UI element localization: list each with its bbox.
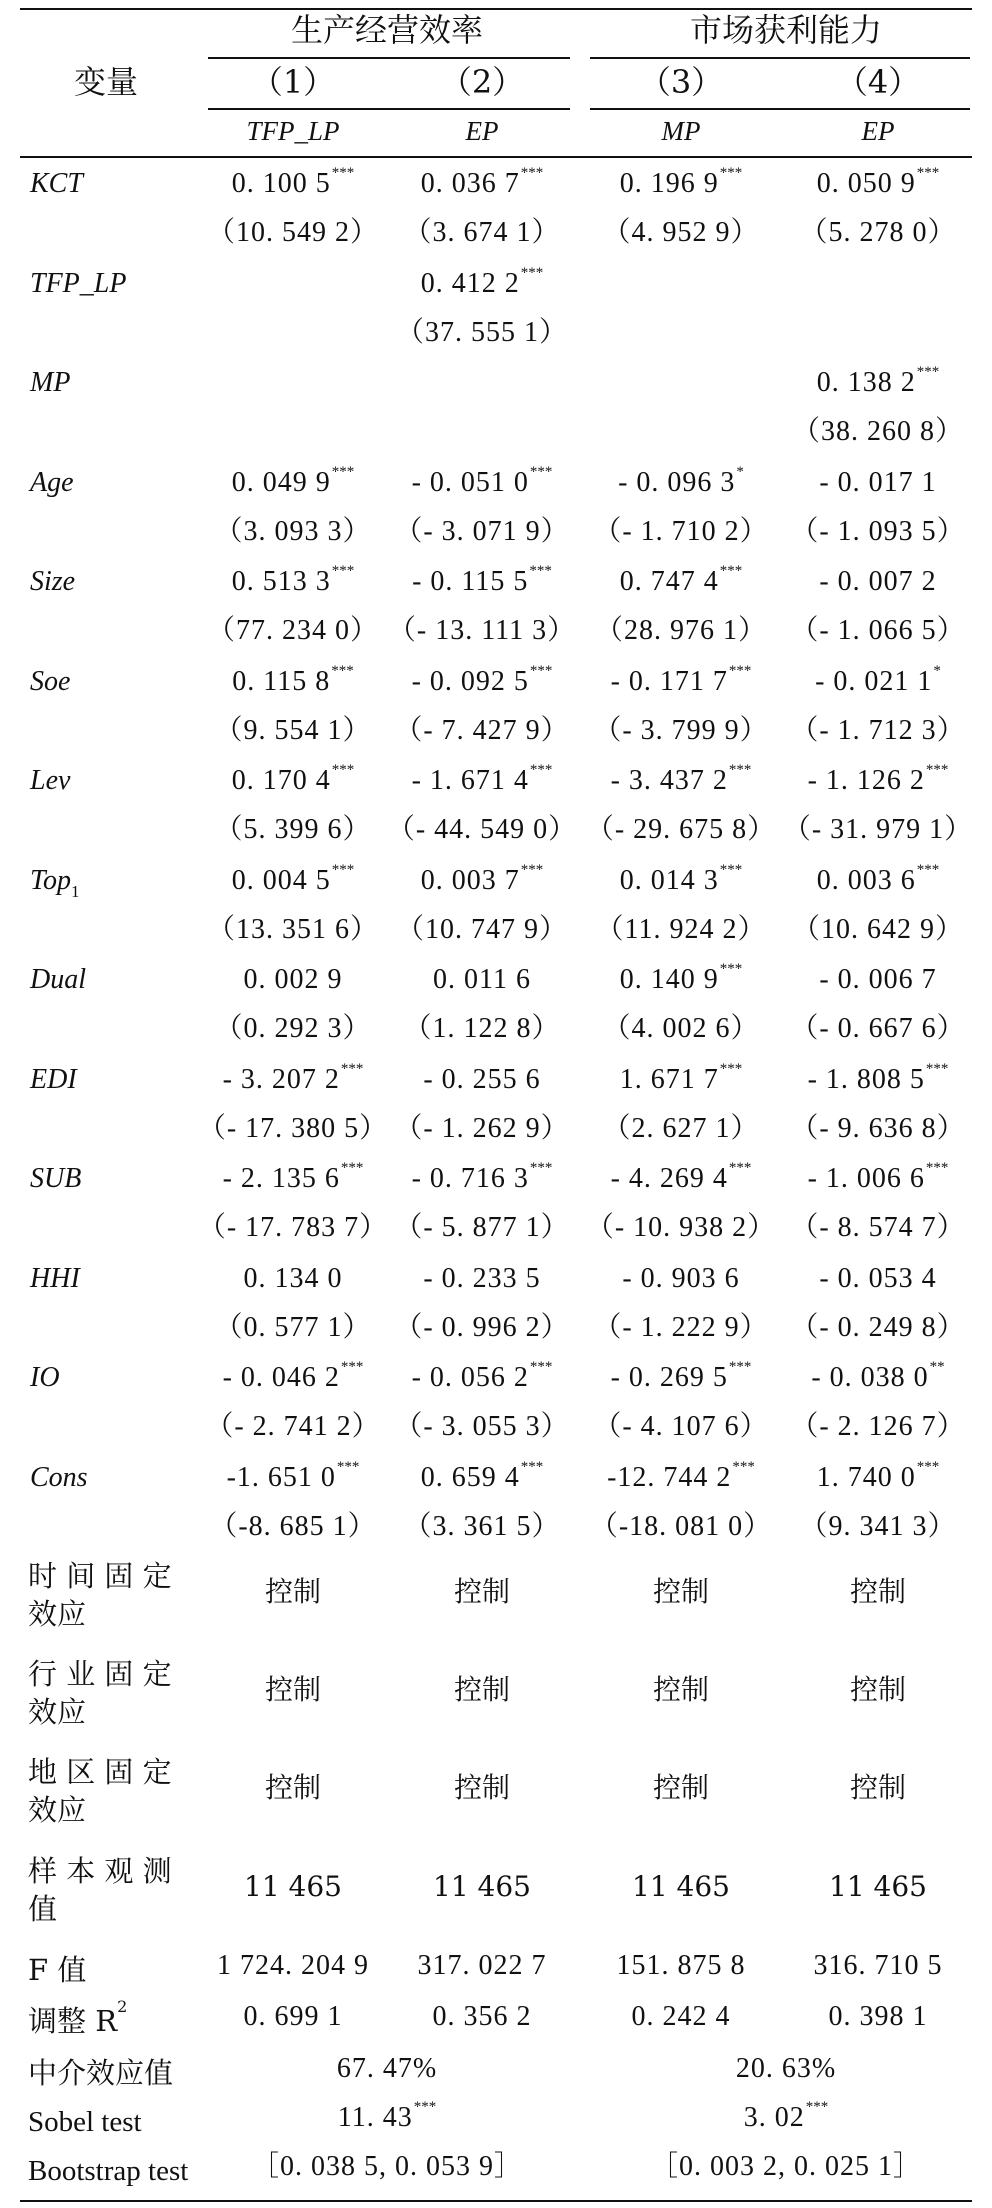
t-statistic-value: （- 10. 938 2） xyxy=(585,1212,777,1243)
significance-stars: * xyxy=(736,463,744,480)
column-dependent-variable: MP xyxy=(661,116,701,146)
row-label-io: IO xyxy=(30,1362,60,1393)
coefficient-value: 0. 140 9*** xyxy=(619,961,743,995)
t-statistic-value: （- 17. 380 5） xyxy=(197,1112,389,1144)
row-label-tfp_lp: TFP_LP xyxy=(30,267,127,299)
significance-stars: *** xyxy=(719,961,743,977)
t-statistic-value: （28. 976 1） xyxy=(594,615,768,646)
control-value: 控制 xyxy=(652,1771,710,1804)
significance-stars: *** xyxy=(331,662,354,679)
t-statistic-value: （0. 577 1） xyxy=(214,1311,372,1343)
t-statistic-value: （- 1. 262 9） xyxy=(394,1112,570,1144)
t-statistic-value: （- 2. 126 7） xyxy=(790,1411,966,1442)
significance-stars: *** xyxy=(925,1060,949,1077)
coefficient-value: - 0. 171 7*** xyxy=(610,662,752,697)
row-label-cons: Cons xyxy=(30,1461,88,1493)
row-label-hhi: HHI xyxy=(30,1262,80,1294)
t-statistic-value: （37. 555 1） xyxy=(395,316,569,348)
coefficient-value: 0. 036 7*** xyxy=(420,165,544,199)
column-number: （1） xyxy=(250,63,336,101)
significance-stars: *** xyxy=(916,861,940,878)
control-value: 控制 xyxy=(652,1575,710,1608)
coefficient-value: - 0. 092 5*** xyxy=(411,662,553,697)
coefficient-value: 0. 004 5*** xyxy=(231,861,355,896)
significance-stars: ** xyxy=(929,1359,945,1375)
control-row-label-line: 地 区 固 定 xyxy=(28,1755,172,1789)
t-statistic-value: （- 9. 636 8） xyxy=(790,1112,966,1144)
control-row-label-line: 效应 xyxy=(28,1792,87,1827)
t-statistic-value: （- 44. 549 0） xyxy=(386,814,578,845)
control-row-label xyxy=(28,1656,172,1731)
coefficient-value: 0. 049 9*** xyxy=(231,463,355,498)
row-label-size: Size xyxy=(30,566,76,597)
significance-stars: *** xyxy=(805,2099,829,2115)
coefficient-value: - 0. 233 5 xyxy=(423,1262,541,1294)
significance-stars: *** xyxy=(529,1160,553,1176)
significance-stars: *** xyxy=(728,762,752,778)
significance-stars: *** xyxy=(728,1160,752,1176)
coefficient-value: - 0. 903 6 xyxy=(622,1262,740,1294)
coefficient-value: - 1. 808 5*** xyxy=(807,1060,949,1095)
significance-stars: *** xyxy=(916,1458,940,1475)
top-rule xyxy=(20,8,972,10)
control-value: 11 465 xyxy=(244,1870,342,1903)
significance-stars: *** xyxy=(520,1458,544,1475)
control-row-label xyxy=(28,1558,172,1633)
column-dependent-variable: EP xyxy=(861,116,895,146)
control-row-label xyxy=(28,1853,172,1928)
header-bottom-rule xyxy=(20,156,972,158)
coefficient-value: - 0. 096 3* xyxy=(618,463,744,498)
significance-stars: *** xyxy=(340,1359,364,1375)
coefficient-value: 0. 014 3*** xyxy=(619,861,743,896)
group-header-production-efficiency: 生产经营效率 xyxy=(290,11,484,49)
t-statistic-value: （3. 361 5） xyxy=(403,1510,561,1542)
row-label-mp: MP xyxy=(30,367,71,398)
significance-stars: *** xyxy=(916,364,940,380)
group2-sub-underline xyxy=(590,108,970,110)
significance-stars: *** xyxy=(331,762,355,778)
t-statistic-value: （- 31. 979 1） xyxy=(782,814,974,845)
significance-stars: *** xyxy=(520,861,544,878)
control-value: 控制 xyxy=(264,1673,322,1706)
control-value: 11 465 xyxy=(433,1870,531,1903)
row-label-age: Age xyxy=(30,466,74,498)
coefficient-value: 0. 003 7*** xyxy=(420,861,544,896)
t-statistic-value: （- 3. 799 9） xyxy=(593,714,769,746)
coefficient-value: - 4. 269 4*** xyxy=(610,1160,752,1194)
significance-stars: *** xyxy=(719,1060,743,1077)
bootstrap-interval: ［0. 003 2, 0. 025 1］ xyxy=(649,2151,923,2182)
significance-stars: * xyxy=(933,662,941,679)
coefficient-value: - 0. 053 4 xyxy=(819,1262,937,1294)
t-statistic-value: （38. 260 8） xyxy=(791,416,965,447)
significance-stars: *** xyxy=(520,165,544,181)
t-statistic-value: （- 1. 222 9） xyxy=(593,1311,769,1343)
control-value: 控制 xyxy=(264,1575,322,1608)
control-value: 11 465 xyxy=(632,1870,730,1903)
t-statistic-value: （- 1. 093 5） xyxy=(790,515,966,547)
t-statistic-value: （- 29. 675 8） xyxy=(585,814,777,845)
coefficient-value: - 1. 671 4*** xyxy=(411,762,553,796)
adjusted-r2-value: 0. 699 1 xyxy=(243,2001,343,2032)
coefficient-value: - 0. 056 2*** xyxy=(411,1359,553,1393)
column-number: （2） xyxy=(439,63,525,101)
column-dependent-variable: TFP_LP xyxy=(246,116,340,146)
significance-stars: *** xyxy=(331,463,355,480)
mediation-effect-value: 20. 63% xyxy=(735,2053,837,2084)
significance-stars: *** xyxy=(916,165,940,181)
control-value: 控制 xyxy=(652,1673,710,1706)
group1-underline xyxy=(208,57,570,59)
adjusted-r2-value: 0. 356 2 xyxy=(432,2001,532,2032)
coefficient-value: - 3. 437 2*** xyxy=(610,762,752,796)
t-statistic-value: （- 2. 741 2） xyxy=(205,1411,381,1442)
adjusted-r2-label: 调整 $R^2$ xyxy=(28,1997,128,2038)
coefficient-value: 1. 740 0*** xyxy=(816,1458,940,1493)
control-row-label xyxy=(28,1754,172,1829)
t-statistic-value: （- 1. 712 3） xyxy=(790,714,966,746)
coefficient-value: - 0. 051 0*** xyxy=(411,463,553,498)
coefficient-value: - 0. 255 6 xyxy=(423,1063,541,1095)
significance-stars: *** xyxy=(925,762,949,778)
significance-stars: *** xyxy=(732,1458,755,1475)
coefficient-value: 0. 100 5*** xyxy=(231,165,355,199)
t-statistic-value: （-8. 685 1） xyxy=(209,1510,377,1542)
column-number: （4） xyxy=(835,63,921,101)
coefficient-value: 0. 513 3*** xyxy=(231,563,355,597)
coefficient-value: - 0. 115 5*** xyxy=(412,563,552,597)
coefficient-value: - 2. 135 6*** xyxy=(222,1160,364,1194)
coefficient-value: -1. 651 0*** xyxy=(226,1458,360,1493)
significance-stars: *** xyxy=(529,1359,553,1375)
row-label-sub: SUB xyxy=(30,1163,82,1194)
t-statistic-value: （13. 351 6） xyxy=(206,913,380,945)
coefficient-value: 0. 011 6 xyxy=(433,964,531,995)
coefficient-value: - 0. 046 2*** xyxy=(222,1359,364,1393)
coefficient-value: - 1. 006 6*** xyxy=(807,1160,949,1194)
f-value: 1 724. 204 9 xyxy=(217,1950,369,1981)
coefficient-value: 0. 659 4*** xyxy=(420,1458,544,1493)
t-statistic-value: （- 0. 996 2） xyxy=(394,1311,570,1343)
column-number: （3） xyxy=(638,63,724,101)
control-value: 控制 xyxy=(849,1771,907,1804)
bottom-rule xyxy=(20,2200,972,2202)
bootstrap-interval: ［0. 038 5, 0. 053 9］ xyxy=(250,2151,524,2182)
t-statistic-value: （4. 952 9） xyxy=(602,217,760,248)
t-statistic-value: （- 3. 055 3） xyxy=(394,1411,570,1442)
coefficient-value: - 0. 006 7 xyxy=(819,964,937,995)
row-label-soe: Soe xyxy=(30,665,71,697)
t-statistic-value: （- 3. 071 9） xyxy=(394,515,570,547)
coefficient-value: 0. 747 4*** xyxy=(619,563,743,597)
coefficient-value: 0. 003 6*** xyxy=(816,861,940,896)
f-value: 317. 022 7 xyxy=(417,1950,547,1981)
control-row-label-line: 效应 xyxy=(28,1694,87,1729)
control-value: 控制 xyxy=(453,1771,511,1804)
row-label-kct: KCT xyxy=(30,168,83,199)
significance-stars: *** xyxy=(331,563,355,579)
t-statistic-value: （-18. 081 0） xyxy=(589,1510,773,1542)
t-statistic-value: （9. 341 3） xyxy=(799,1510,957,1542)
coefficient-value: 0. 115 8*** xyxy=(232,662,354,697)
t-statistic-value: （10. 747 9） xyxy=(395,913,569,945)
t-statistic-value: （3. 093 3） xyxy=(214,515,372,547)
row-label-dual: Dual xyxy=(30,964,86,995)
significance-stars: *** xyxy=(529,563,552,579)
significance-stars: *** xyxy=(719,861,743,878)
mediation-effect-value: 67. 47% xyxy=(336,2053,438,2084)
significance-stars: *** xyxy=(529,463,553,480)
f-value-label: F 值 xyxy=(28,1953,87,1987)
column-dependent-variable: EP xyxy=(465,116,499,146)
coefficient-value: 0. 196 9*** xyxy=(619,165,743,199)
coefficient-value: 1. 671 7*** xyxy=(619,1060,743,1095)
significance-stars: *** xyxy=(336,1458,360,1475)
control-value: 控制 xyxy=(849,1673,907,1706)
t-statistic-value: （- 5. 877 1） xyxy=(394,1212,570,1243)
t-statistic-value: （10. 549 2） xyxy=(206,217,380,248)
row-label-top: Top$_1$ xyxy=(30,864,80,902)
row-label-subscript: 1 xyxy=(71,882,80,902)
control-value: 控制 xyxy=(264,1771,322,1804)
control-row-label-line: 效应 xyxy=(28,1596,87,1631)
coefficient-value: -12. 744 2*** xyxy=(607,1458,755,1493)
sobel-test-value: 3. 02*** xyxy=(743,2099,829,2133)
t-statistic-value: （0. 292 3） xyxy=(214,1013,372,1044)
coefficient-value: 0. 002 9 xyxy=(243,964,343,995)
significance-stars: *** xyxy=(719,563,743,579)
t-statistic-value: （- 7. 427 9） xyxy=(394,714,570,746)
adjusted-r2-value: 0. 398 1 xyxy=(828,2001,928,2032)
coefficient-value: 0. 412 2*** xyxy=(420,264,544,299)
t-statistic-value: （4. 002 6） xyxy=(602,1013,760,1044)
significance-stars: *** xyxy=(728,1359,752,1375)
significance-stars: *** xyxy=(719,165,743,181)
coefficient-value: - 0. 269 5*** xyxy=(610,1359,752,1393)
group2-underline xyxy=(590,57,970,59)
t-statistic-value: （- 17. 783 7） xyxy=(197,1212,389,1243)
r2-superscript: 2 xyxy=(117,1997,128,2016)
coefficient-value: - 0. 038 0** xyxy=(811,1359,945,1393)
f-value: 316. 710 5 xyxy=(813,1950,943,1981)
bootstrap-test-label: Bootstrap test xyxy=(28,2155,189,2187)
t-statistic-value: （9. 554 1） xyxy=(214,714,372,746)
significance-stars: *** xyxy=(331,165,355,181)
significance-stars: *** xyxy=(340,1060,364,1077)
significance-stars: *** xyxy=(413,2099,437,2115)
coefficient-value: 0. 134 0 xyxy=(243,1262,343,1294)
coefficient-value: - 0. 021 1* xyxy=(815,662,941,697)
significance-stars: *** xyxy=(331,861,355,878)
coefficient-value: 0. 138 2*** xyxy=(816,364,940,398)
coefficient-value: - 3. 207 2*** xyxy=(222,1060,364,1095)
coefficient-value: - 1. 126 2*** xyxy=(807,762,949,796)
control-value: 11 465 xyxy=(829,1870,927,1903)
t-statistic-value: （- 1. 066 5） xyxy=(790,615,966,646)
control-row-label-line: 行 业 固 定 xyxy=(28,1657,172,1691)
coefficient-value: - 0. 716 3*** xyxy=(411,1160,553,1194)
f-value: 151. 875 8 xyxy=(616,1950,746,1981)
group-header-market-profitability: 市场获利能力 xyxy=(689,11,883,49)
coefficient-value: 0. 170 4*** xyxy=(231,762,355,796)
variable-header: 变量 xyxy=(73,63,139,101)
significance-stars: *** xyxy=(520,264,544,281)
t-statistic-value: （- 0. 249 8） xyxy=(790,1311,966,1343)
t-statistic-value: （3. 674 1） xyxy=(403,217,561,248)
t-statistic-value: （- 8. 574 7） xyxy=(790,1212,966,1243)
t-statistic-value: （5. 278 0） xyxy=(799,217,957,248)
significance-stars: *** xyxy=(925,1160,949,1176)
row-label-edi: EDI xyxy=(30,1063,77,1095)
t-statistic-value: （- 13. 111 3） xyxy=(387,615,577,646)
control-value: 控制 xyxy=(849,1575,907,1608)
significance-stars: *** xyxy=(529,762,553,778)
t-statistic-value: （- 4. 107 6） xyxy=(593,1411,769,1442)
control-row-label-line: 值 xyxy=(28,1891,58,1926)
t-statistic-value: （10. 642 9） xyxy=(791,913,965,945)
control-row-label-line: 时 间 固 定 xyxy=(28,1559,172,1593)
t-statistic-value: （2. 627 1） xyxy=(602,1112,760,1144)
mediation-effect-label: 中介效应值 xyxy=(28,2056,174,2090)
coefficient-value: 0. 050 9*** xyxy=(816,165,940,199)
row-label-lev: Lev xyxy=(30,765,71,796)
control-value: 控制 xyxy=(453,1673,511,1706)
sobel-test-label: Sobel test xyxy=(28,2106,142,2138)
coefficient-value: - 0. 017 1 xyxy=(819,466,937,498)
t-statistic-value: （- 0. 667 6） xyxy=(790,1013,966,1044)
t-statistic-value: （1. 122 8） xyxy=(403,1013,561,1044)
control-row-label-line: 样 本 观 测 xyxy=(28,1854,172,1888)
t-statistic-value: （11. 924 2） xyxy=(595,913,767,945)
adjusted-r2-value: 0. 242 4 xyxy=(631,2001,731,2032)
group1-sub-underline xyxy=(208,108,570,110)
t-statistic-value: （- 1. 710 2） xyxy=(593,515,769,547)
coefficient-value: - 0. 007 2 xyxy=(819,566,937,597)
sobel-test-value: 11. 43*** xyxy=(337,2099,437,2133)
significance-stars: *** xyxy=(529,662,553,679)
t-statistic-value: （77. 234 0） xyxy=(206,615,380,646)
significance-stars: *** xyxy=(728,662,752,679)
t-statistic-value: （5. 399 6） xyxy=(214,814,372,845)
significance-stars: *** xyxy=(340,1160,364,1176)
control-value: 控制 xyxy=(453,1575,511,1608)
